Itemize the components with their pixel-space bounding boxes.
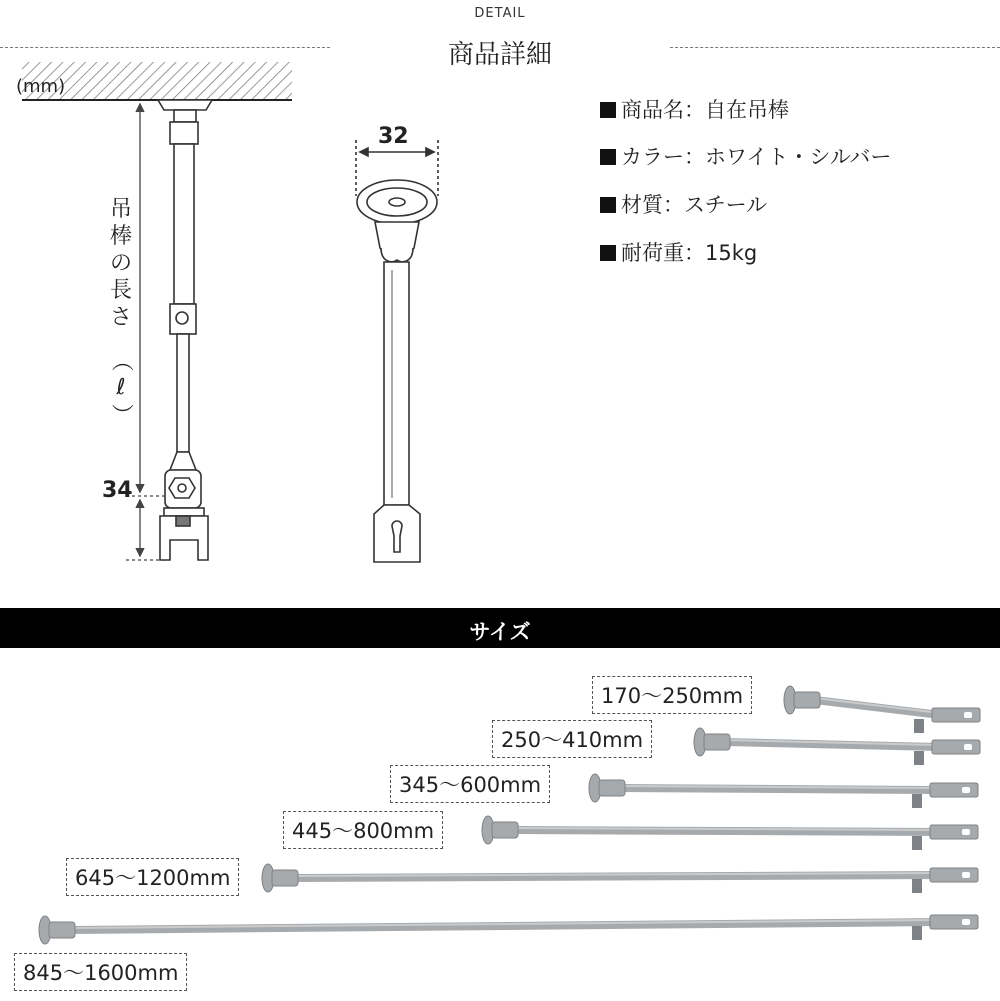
size-label-250-410: 250〜410mm — [492, 720, 652, 758]
rod-photo-0 — [784, 686, 980, 733]
length-char: ℓ — [116, 375, 126, 400]
rod-photo-1 — [694, 728, 980, 765]
rod-photo-5 — [39, 915, 978, 944]
spec-material: 材質：スチール — [600, 189, 767, 219]
length-char: ） — [108, 403, 134, 426]
spec-load-capacity: 耐荷重：15kg — [600, 237, 757, 267]
length-char: 棒 — [109, 224, 132, 249]
rod-photo-3 — [482, 816, 978, 850]
size-section-title: サイズ — [469, 620, 531, 644]
length-char: さ — [109, 305, 132, 330]
length-char: （ — [108, 349, 134, 372]
unit-label: (mm) — [16, 76, 66, 97]
dimension-32: 32 — [378, 124, 409, 149]
detail-title: 商品詳細 — [447, 40, 552, 70]
detail-en-heading: DETAIL — [474, 6, 526, 21]
length-char: の — [109, 251, 132, 276]
size-label-845-1600: 845〜1600mm — [14, 953, 187, 991]
length-char: 長 — [109, 278, 132, 303]
rod-photo-4 — [262, 864, 978, 893]
spec-color: カラー：ホワイト・シルバー — [600, 141, 891, 171]
size-label-345-600: 345〜600mm — [390, 765, 550, 803]
dimension-34: 34 — [102, 478, 133, 503]
size-label-445-800: 445〜800mm — [283, 811, 443, 849]
size-label-645-1200: 645〜1200mm — [66, 858, 239, 896]
spec-product-name: 商品名：自在吊棒 — [600, 94, 789, 124]
rod-photo-2 — [589, 774, 978, 808]
size-label-170-250: 170〜250mm — [592, 676, 752, 714]
length-char: 吊 — [109, 197, 132, 222]
